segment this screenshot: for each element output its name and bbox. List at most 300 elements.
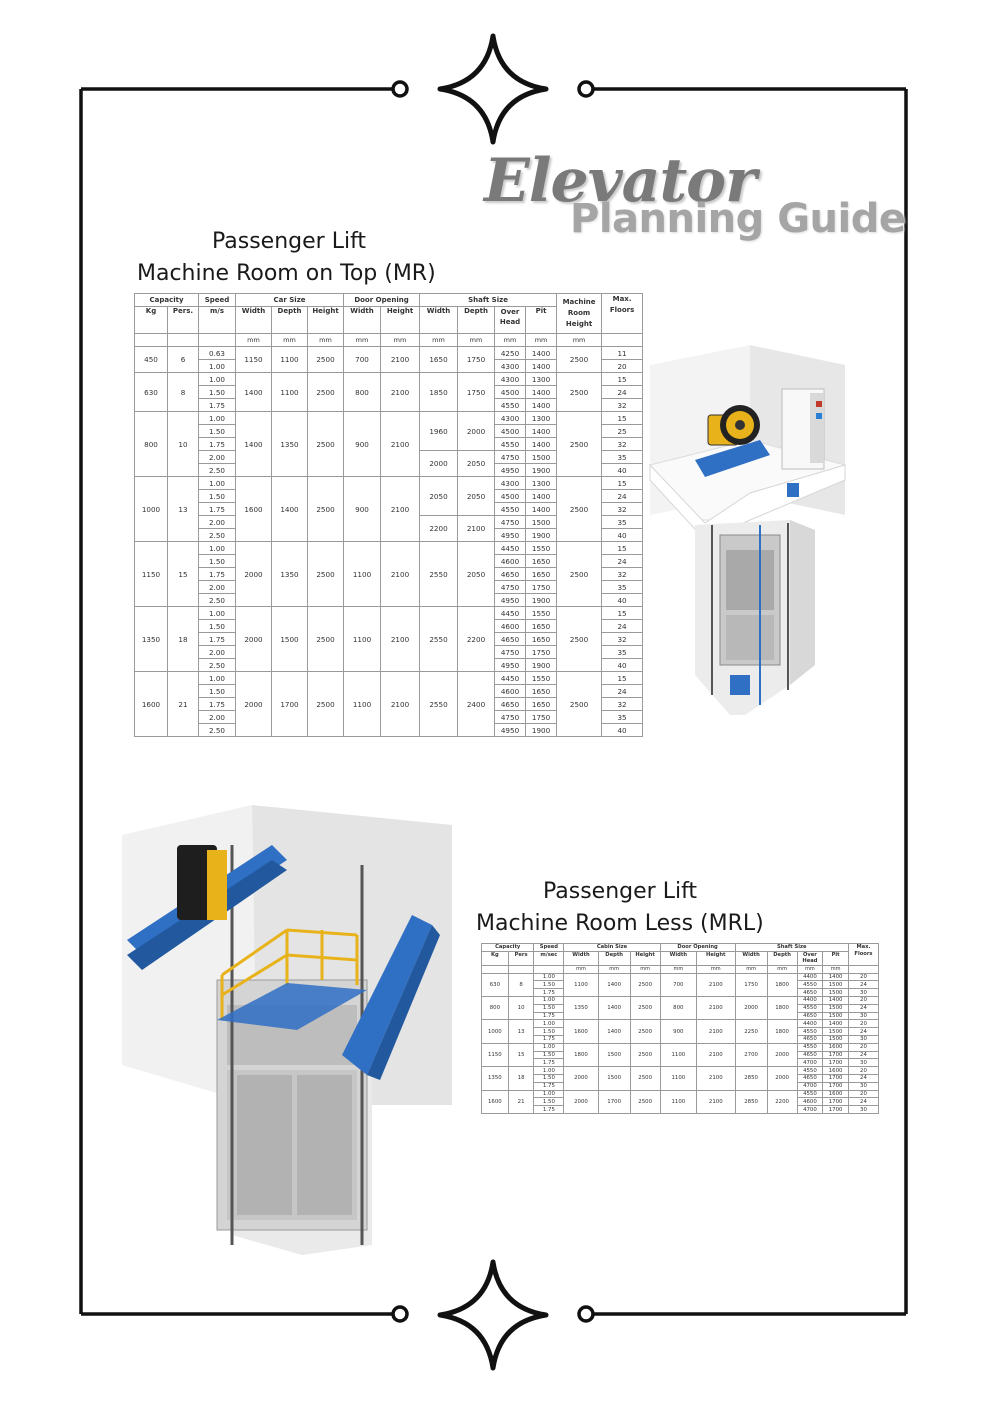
max-floors-cell: 15 (602, 373, 643, 386)
max-floors-cell: 40 (602, 529, 643, 542)
max-floors-cell: 24 (602, 685, 643, 698)
overhead-cell: 4450 (495, 607, 526, 620)
unit-cell: mm (526, 334, 557, 347)
door-width-cell: 1100 (344, 542, 381, 607)
table-row (135, 477, 643, 490)
pit-cell: 1500 (823, 981, 849, 989)
shaft-width-cell: 2850 (735, 1090, 767, 1113)
max-floors-cell: 40 (602, 594, 643, 607)
pit-cell: 1650 (526, 633, 557, 646)
pit-cell: 1650 (526, 568, 557, 581)
speed-cell: 1.00 (199, 360, 236, 373)
overhead-cell: 4650 (495, 568, 526, 581)
pit-cell: 1900 (526, 659, 557, 672)
max-floors-cell: 24 (848, 1004, 878, 1012)
max-floors-cell: 30 (848, 1059, 878, 1067)
max-floors-cell: 32 (602, 633, 643, 646)
overhead-cell: 4950 (495, 464, 526, 477)
max-floors-cell: 11 (602, 347, 643, 360)
overhead-cell: 4600 (495, 620, 526, 633)
speed-cell: 1.00 (199, 373, 236, 386)
speed-cell: 1.00 (199, 412, 236, 425)
speed-cell: 1.00 (199, 542, 236, 555)
pit-cell: 1700 (823, 1082, 849, 1090)
unit-cell: mm (767, 965, 797, 973)
shaft-depth-cell: 1750 (458, 373, 495, 412)
pit-cell: 1550 (526, 607, 557, 620)
capacity-kg-cell: 800 (482, 996, 509, 1019)
room-height-cell: 2500 (557, 373, 602, 412)
overhead-cell: 4950 (495, 529, 526, 542)
pit-cell: 1400 (526, 360, 557, 373)
overhead-cell: 4550 (495, 438, 526, 451)
car-height-cell: 2500 (308, 607, 344, 672)
max-floors-cell: 20 (602, 360, 643, 373)
door-width-cell: 1100 (660, 1067, 696, 1090)
speed-cell: 2.00 (199, 581, 236, 594)
overhead-cell: 4650 (797, 1012, 823, 1020)
unit-cell: mm (697, 965, 736, 973)
pit-cell: 1650 (526, 685, 557, 698)
cabin-width-cell: 2000 (564, 1090, 598, 1113)
max-floors-cell: 24 (602, 386, 643, 399)
max-floors-cell: 40 (602, 724, 643, 737)
unit-cell (135, 334, 168, 347)
max-floors-cell: 24 (848, 1074, 878, 1082)
speed-cell: 1.75 (199, 438, 236, 451)
pit-cell: 1650 (526, 620, 557, 633)
cabin-height-cell: 2500 (630, 996, 660, 1019)
max-floors-cell: 32 (602, 698, 643, 711)
pit-cell: 1300 (526, 412, 557, 425)
overhead-cell: 4550 (797, 981, 823, 989)
shaft-width-cell: 2000 (735, 996, 767, 1019)
capacity-kg-cell: 630 (135, 373, 168, 412)
car-height-cell: 2500 (308, 672, 344, 737)
door-height-cell: 2100 (697, 1043, 736, 1066)
shaft-depth-cell: 2400 (458, 672, 495, 737)
overhead-cell: 4600 (495, 555, 526, 568)
speed-cell: 2.00 (199, 451, 236, 464)
speed-cell: 1.50 (534, 1028, 564, 1036)
shaft-depth-cell: 1800 (767, 996, 797, 1019)
speed-cell: 1.00 (534, 973, 564, 981)
car-height-cell: 2500 (308, 373, 344, 412)
speed-cell: 1.00 (534, 1067, 564, 1075)
mrl-heading-line2: Machine Room Less (MRL) (476, 911, 764, 936)
pit-cell: 1600 (823, 1067, 849, 1075)
shaft-width-cell: 2050 (420, 477, 458, 516)
door-width-cell: 1100 (660, 1090, 696, 1113)
mr-col-car-depth: Depth (272, 307, 308, 334)
car-width-cell: 2000 (236, 672, 272, 737)
pit-cell: 1600 (823, 1043, 849, 1051)
pit-cell: 1400 (823, 973, 849, 981)
mrl-spec-table (481, 943, 879, 1114)
shaft-depth-cell: 2050 (458, 542, 495, 607)
speed-cell: 1.00 (199, 607, 236, 620)
pit-cell: 1900 (526, 724, 557, 737)
overhead-cell: 4650 (495, 633, 526, 646)
max-floors-cell: 25 (602, 425, 643, 438)
shaft-width-cell: 2550 (420, 542, 458, 607)
pit-cell: 1700 (823, 1098, 849, 1106)
door-height-cell: 2100 (697, 996, 736, 1019)
shaft-depth-cell: 1800 (767, 973, 797, 996)
shaft-width-cell: 2200 (420, 516, 458, 542)
cabin-width-cell: 1100 (564, 973, 598, 996)
pit-cell: 1400 (526, 425, 557, 438)
mr-group-capacity: Capacity (135, 294, 199, 307)
overhead-cell: 4500 (495, 386, 526, 399)
max-floors-cell: 24 (602, 490, 643, 503)
mrl-group-cabin-size: Cabin Size (564, 944, 660, 952)
shaft-width-cell: 1650 (420, 347, 458, 373)
max-floors-cell: 20 (848, 1090, 878, 1098)
unit-cell: mm (458, 334, 495, 347)
room-height-cell: 2500 (557, 672, 602, 737)
overhead-cell: 4400 (797, 996, 823, 1004)
max-floors-cell: 24 (848, 1098, 878, 1106)
cabin-depth-cell: 1400 (598, 996, 630, 1019)
unit-cell (168, 334, 199, 347)
unit-cell (602, 334, 643, 347)
shaft-width-cell: 2250 (735, 1020, 767, 1043)
capacity-pers-cell: 13 (508, 1020, 534, 1043)
car-depth-cell: 1350 (272, 542, 308, 607)
max-floors-cell: 35 (602, 581, 643, 594)
speed-cell: 1.50 (534, 1004, 564, 1012)
shaft-depth-cell: 1750 (458, 347, 495, 373)
mrl-col-cabin-width: Width (564, 951, 598, 965)
mrl-col-kg: Kg (482, 951, 509, 965)
overhead-cell: 4600 (495, 685, 526, 698)
car-depth-cell: 1100 (272, 373, 308, 412)
capacity-kg-cell: 1350 (135, 607, 168, 672)
pit-cell: 1500 (823, 1004, 849, 1012)
mr-group-door: Door Opening (344, 294, 420, 307)
shaft-depth-cell: 2000 (458, 412, 495, 451)
max-floors-cell: 20 (848, 1067, 878, 1075)
pit-cell: 1400 (823, 996, 849, 1004)
door-width-cell: 1100 (344, 607, 381, 672)
speed-cell: 2.00 (199, 516, 236, 529)
capacity-pers-cell: 21 (168, 672, 199, 737)
shaft-depth-cell: 2200 (458, 607, 495, 672)
overhead-cell: 4650 (797, 1035, 823, 1043)
shaft-width-cell: 2850 (735, 1067, 767, 1090)
cabin-height-cell: 2500 (630, 1067, 660, 1090)
unit-cell: mm (823, 965, 849, 973)
capacity-kg-cell: 800 (135, 412, 168, 477)
table-row (482, 1020, 879, 1028)
mrl-col-speed: m/sec (534, 951, 564, 965)
cabin-depth-cell: 1500 (598, 1067, 630, 1090)
mrl-col-overhead: Over Head (797, 951, 823, 965)
pit-cell: 1700 (823, 1106, 849, 1114)
speed-cell: 1.00 (199, 672, 236, 685)
cabin-width-cell: 2000 (564, 1067, 598, 1090)
max-floors-cell: 32 (602, 438, 643, 451)
capacity-kg-cell: 1150 (135, 542, 168, 607)
cabin-height-cell: 2500 (630, 1090, 660, 1113)
pit-cell: 1500 (526, 516, 557, 529)
unit-cell: mm (557, 334, 602, 347)
overhead-cell: 4650 (495, 698, 526, 711)
overhead-cell: 4450 (495, 542, 526, 555)
overhead-cell: 4750 (495, 516, 526, 529)
document-title: Elevator (484, 146, 756, 216)
door-width-cell: 900 (344, 477, 381, 542)
unit-cell: mm (630, 965, 660, 973)
table-row (135, 412, 643, 425)
pit-cell: 1700 (823, 1074, 849, 1082)
speed-cell: 2.50 (199, 659, 236, 672)
max-floors-cell: 15 (602, 477, 643, 490)
door-width-cell: 700 (660, 973, 696, 996)
table-row (482, 1043, 879, 1051)
door-width-cell: 1100 (660, 1043, 696, 1066)
unit-cell: mm (660, 965, 696, 973)
door-width-cell: 900 (344, 412, 381, 477)
overhead-cell: 4750 (495, 646, 526, 659)
pit-cell: 1400 (526, 438, 557, 451)
mrl-group-shaft: Shaft Size (735, 944, 848, 952)
pit-cell: 1500 (823, 989, 849, 997)
shaft-depth-cell: 2100 (458, 516, 495, 542)
mr-col-overhead: Over Head (495, 307, 526, 334)
speed-cell: 1.50 (199, 386, 236, 399)
door-width-cell: 900 (660, 1020, 696, 1043)
cabin-width-cell: 1350 (564, 996, 598, 1019)
table-row (135, 607, 643, 620)
document-subtitle: Planning Guide (570, 196, 906, 242)
car-depth-cell: 1700 (272, 672, 308, 737)
door-height-cell: 2100 (697, 1090, 736, 1113)
capacity-pers-cell: 6 (168, 347, 199, 373)
mr-col-shaft-width: Width (420, 307, 458, 334)
table-row (482, 973, 879, 981)
table-row (482, 1090, 879, 1098)
car-depth-cell: 1500 (272, 607, 308, 672)
overhead-cell: 4300 (495, 412, 526, 425)
cabin-depth-cell: 1400 (598, 973, 630, 996)
mr-col-car-width: Width (236, 307, 272, 334)
unit-cell (199, 334, 236, 347)
overhead-cell: 4500 (495, 490, 526, 503)
shaft-width-cell: 1960 (420, 412, 458, 451)
room-height-cell: 2500 (557, 542, 602, 607)
car-width-cell: 1600 (236, 477, 272, 542)
pit-cell: 1400 (823, 1020, 849, 1028)
door-height-cell: 2100 (697, 1020, 736, 1043)
star-top-icon (440, 36, 546, 142)
door-height-cell: 2100 (381, 412, 420, 477)
car-width-cell: 2000 (236, 542, 272, 607)
speed-cell: 2.00 (199, 646, 236, 659)
max-floors-cell: 30 (848, 1012, 878, 1020)
max-floors-cell: 24 (848, 981, 878, 989)
speed-cell: 1.75 (199, 503, 236, 516)
pit-cell: 1900 (526, 594, 557, 607)
speed-cell: 1.75 (199, 633, 236, 646)
capacity-kg-cell: 1150 (482, 1043, 509, 1066)
pit-cell: 1700 (823, 1051, 849, 1059)
door-width-cell: 800 (344, 373, 381, 412)
overhead-cell: 4550 (797, 1004, 823, 1012)
overhead-cell: 4550 (797, 1028, 823, 1036)
shaft-width-cell: 1850 (420, 373, 458, 412)
mrl-col-shaft-width: Width (735, 951, 767, 965)
cabin-height-cell: 2500 (630, 1020, 660, 1043)
unit-cell: mm (797, 965, 823, 973)
car-width-cell: 1150 (236, 347, 272, 373)
mrl-group-door: Door Opening (660, 944, 735, 952)
unit-cell: mm (495, 334, 526, 347)
pit-cell: 1300 (526, 373, 557, 386)
mrl-col-shaft-depth: Depth (767, 951, 797, 965)
max-floors-cell: 40 (602, 464, 643, 477)
max-floors-cell: 15 (602, 672, 643, 685)
shaft-width-cell: 2700 (735, 1043, 767, 1066)
max-floors-cell: 15 (602, 607, 643, 620)
pit-cell: 1550 (526, 672, 557, 685)
mr-elevator-illustration (640, 345, 855, 715)
max-floors-cell: 30 (848, 989, 878, 997)
mrl-group-capacity: Capacity (482, 944, 534, 952)
cabin-height-cell: 2500 (630, 1043, 660, 1066)
unit-cell: mm (308, 334, 344, 347)
pit-cell: 1650 (526, 555, 557, 568)
door-width-cell: 800 (660, 996, 696, 1019)
car-depth-cell: 1400 (272, 477, 308, 542)
pit-cell: 1900 (526, 464, 557, 477)
overhead-cell: 4600 (797, 1098, 823, 1106)
unit-cell: mm (272, 334, 308, 347)
overhead-cell: 4300 (495, 373, 526, 386)
unit-cell: mm (381, 334, 420, 347)
overhead-cell: 4450 (495, 672, 526, 685)
mrl-col-door-height: Height (697, 951, 736, 965)
mr-col-door-height: Height (381, 307, 420, 334)
car-height-cell: 2500 (308, 412, 344, 477)
overhead-cell: 4550 (797, 1090, 823, 1098)
speed-cell: 1.75 (534, 1082, 564, 1090)
mrl-col-cabin-depth: Depth (598, 951, 630, 965)
mr-heading-line1: Passenger Lift (212, 229, 367, 254)
capacity-pers-cell: 13 (168, 477, 199, 542)
mr-col-car-height: Height (308, 307, 344, 334)
max-floors-cell: 20 (848, 1020, 878, 1028)
capacity-kg-cell: 1000 (482, 1020, 509, 1043)
pit-cell: 1750 (526, 581, 557, 594)
speed-cell: 1.50 (534, 1074, 564, 1082)
unit-cell (508, 965, 534, 973)
speed-cell: 2.50 (199, 529, 236, 542)
shaft-depth-cell: 1800 (767, 1020, 797, 1043)
overhead-cell: 4950 (495, 724, 526, 737)
capacity-pers-cell: 21 (508, 1090, 534, 1113)
shaft-depth-cell: 2050 (458, 477, 495, 516)
max-floors-cell: 32 (602, 399, 643, 412)
door-width-cell: 700 (344, 347, 381, 373)
mr-unit-row (135, 334, 643, 347)
door-height-cell: 2100 (381, 373, 420, 412)
speed-cell: 2.50 (199, 724, 236, 737)
mrl-col-door-width: Width (660, 951, 696, 965)
capacity-kg-cell: 630 (482, 973, 509, 996)
capacity-pers-cell: 15 (508, 1043, 534, 1066)
door-height-cell: 2100 (381, 347, 420, 373)
overhead-cell: 4550 (495, 503, 526, 516)
mr-group-speed: Speed (199, 294, 236, 307)
pit-cell: 1900 (526, 529, 557, 542)
pit-cell: 1700 (823, 1059, 849, 1067)
overhead-cell: 4550 (797, 1043, 823, 1051)
mrl-group-speed: Speed (534, 944, 564, 952)
shaft-depth-cell: 2000 (767, 1043, 797, 1066)
speed-cell: 1.00 (199, 477, 236, 490)
overhead-cell: 4400 (797, 973, 823, 981)
table-row (135, 347, 643, 360)
max-floors-cell: 30 (848, 1035, 878, 1043)
cabin-depth-cell: 1500 (598, 1043, 630, 1066)
door-height-cell: 2100 (381, 607, 420, 672)
pit-cell: 1400 (526, 386, 557, 399)
mrl-unit-row (482, 965, 879, 973)
speed-cell: 1.75 (534, 989, 564, 997)
shaft-depth-cell: 2200 (767, 1090, 797, 1113)
mr-col-door-width: Width (344, 307, 381, 334)
speed-cell: 0.63 (199, 347, 236, 360)
mr-col-pers: Pers. (168, 307, 199, 334)
mr-col-shaft-depth: Depth (458, 307, 495, 334)
door-width-cell: 1100 (344, 672, 381, 737)
pit-cell: 1750 (526, 646, 557, 659)
max-floors-cell: 35 (602, 646, 643, 659)
speed-cell: 1.75 (534, 1059, 564, 1067)
speed-cell: 1.50 (534, 981, 564, 989)
speed-cell: 1.75 (534, 1012, 564, 1020)
max-floors-cell: 20 (848, 1043, 878, 1051)
door-height-cell: 2100 (697, 973, 736, 996)
unit-cell: mm (564, 965, 598, 973)
overhead-cell: 4550 (495, 399, 526, 412)
mr-col-speed: m/s (199, 307, 236, 334)
max-floors-cell: 35 (602, 711, 643, 724)
pit-cell: 1600 (823, 1090, 849, 1098)
capacity-kg-cell: 1000 (135, 477, 168, 542)
mr-heading-line2: Machine Room on Top (MR) (137, 261, 436, 286)
car-width-cell: 2000 (236, 607, 272, 672)
overhead-cell: 4500 (495, 425, 526, 438)
pit-cell: 1500 (823, 1035, 849, 1043)
pit-cell: 1400 (526, 503, 557, 516)
pit-cell: 1650 (526, 698, 557, 711)
mr-group-car-size: Car Size (236, 294, 344, 307)
car-height-cell: 2500 (308, 347, 344, 373)
overhead-cell: 4700 (797, 1059, 823, 1067)
speed-cell: 1.50 (199, 685, 236, 698)
speed-cell: 2.50 (199, 594, 236, 607)
overhead-cell: 4400 (797, 1020, 823, 1028)
speed-cell: 1.50 (199, 555, 236, 568)
speed-cell: 1.50 (199, 425, 236, 438)
speed-cell: 1.75 (534, 1106, 564, 1114)
mr-group-max-floors: Max. Floors (602, 294, 643, 334)
car-width-cell: 1400 (236, 373, 272, 412)
pit-cell: 1550 (526, 542, 557, 555)
